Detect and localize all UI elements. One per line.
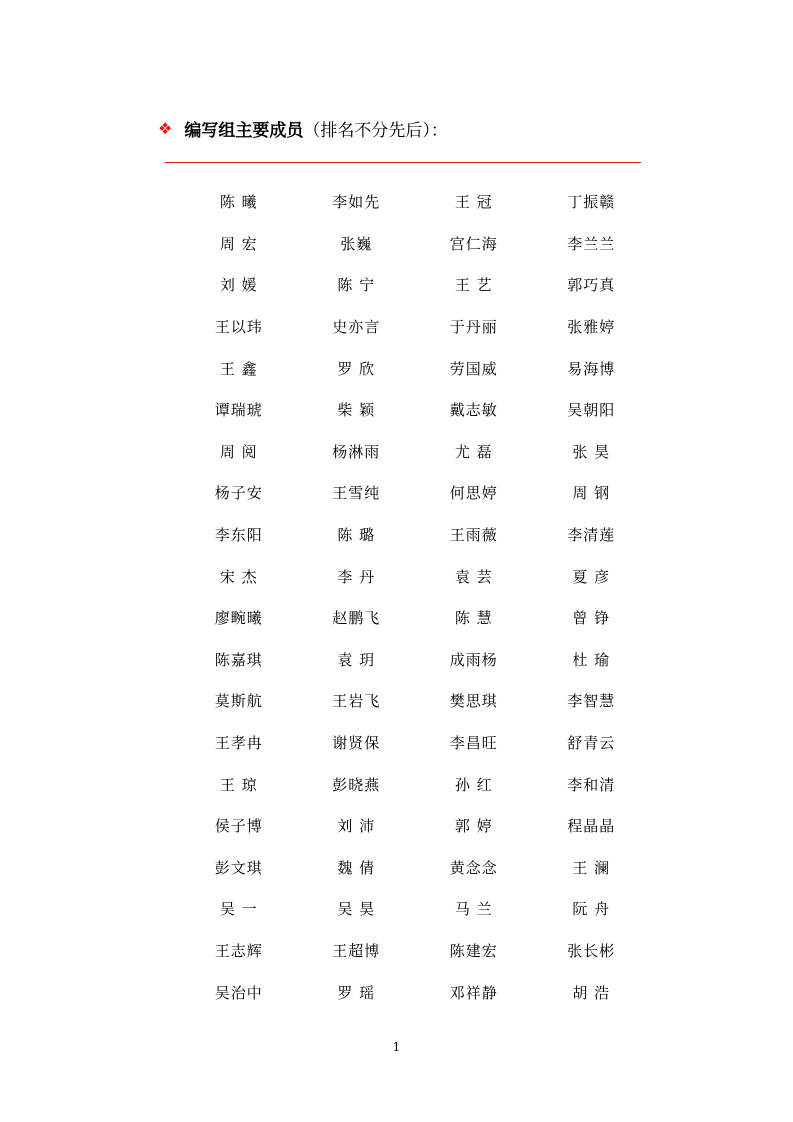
member-name: 彭文琪 [214,858,263,877]
member-name: 杜 瑜 [572,650,611,669]
member-row [180,722,650,764]
member-name: 张巍 [340,234,373,253]
member-name: 李如先 [332,193,381,212]
member-name: 马 兰 [454,900,493,919]
member-name: 王以玮 [214,318,263,337]
member-name: 袁 芸 [454,567,493,586]
member-name: 曾 铮 [572,609,611,628]
member-name: 廖畹曦 [214,609,263,628]
member-name: 张雅婷 [567,318,616,337]
member-name: 阮 舟 [572,900,611,919]
member-row [180,847,650,889]
member-name: 吴 昊 [337,900,376,919]
member-name: 刘 沛 [337,817,376,836]
member-name: 李东阳 [214,526,263,545]
member-name: 郭 婷 [454,817,493,836]
member-name: 张 昊 [572,442,611,461]
member-row [180,264,650,306]
member-name: 陈嘉琪 [214,650,263,669]
member-name: 杨子安 [214,484,263,503]
member-name: 陈建宏 [449,941,498,960]
member-name: 吴 一 [219,900,258,919]
member-row [180,763,650,805]
member-name: 王 澜 [572,858,611,877]
member-row [180,472,650,514]
member-name: 王 艺 [454,276,493,295]
member-name: 李兰兰 [567,234,616,253]
member-name: 李昌旺 [449,734,498,753]
member-name: 王志辉 [214,941,263,960]
member-name: 夏 彦 [572,567,611,586]
member-name: 谢贤保 [332,734,381,753]
member-name: 周 钢 [572,484,611,503]
member-name: 邓祥静 [449,983,498,1002]
member-row [180,514,650,556]
member-row [180,389,650,431]
member-name: 易海博 [567,359,616,378]
member-name: 刘 媛 [219,276,258,295]
member-row [180,181,650,223]
member-name: 丁振赣 [567,193,616,212]
member-row [180,930,650,972]
member-name: 戴志敏 [449,401,498,420]
member-name: 王岩飞 [332,692,381,711]
member-name: 王雪纯 [332,484,381,503]
member-row [180,347,650,389]
member-row [180,680,650,722]
member-name: 吴治中 [214,983,263,1002]
red-divider [165,162,641,163]
member-name: 尤 磊 [454,442,493,461]
member-name: 舒青云 [567,734,616,753]
member-name: 李和清 [567,775,616,794]
heading-title: 编写组主要成员 [184,120,304,141]
heading-note: （排名不分先后）： [303,120,448,141]
member-name: 侯子博 [214,817,263,836]
member-row [180,805,650,847]
member-name: 杨淋雨 [332,442,381,461]
member-name: 陈 璐 [337,526,376,545]
member-row [180,555,650,597]
member-name: 宫仁海 [449,234,498,253]
member-name: 彭晓燕 [332,775,381,794]
member-name: 王雨薇 [449,526,498,545]
page-number: 1 [392,1040,401,1054]
member-name: 史亦言 [332,318,381,337]
member-name: 孙 红 [454,775,493,794]
member-name: 郭巧真 [567,276,616,295]
member-name: 周 宏 [219,234,258,253]
member-name: 黄念念 [449,858,498,877]
member-name: 何思婷 [449,484,498,503]
member-name: 陈 曦 [219,193,258,212]
member-name: 王 琼 [219,775,258,794]
member-name: 柴 颖 [337,401,376,420]
member-name: 周 阅 [219,442,258,461]
member-name: 陈 宁 [337,276,376,295]
member-name: 李智慧 [567,692,616,711]
member-name: 宋 杰 [219,567,258,586]
member-row [180,223,650,265]
member-name: 王超博 [332,941,381,960]
member-name: 陈 慧 [454,609,493,628]
member-row [180,639,650,681]
section-heading [158,114,448,142]
member-name: 王 鑫 [219,359,258,378]
member-row [180,306,650,348]
member-name: 罗 瑶 [337,983,376,1002]
member-name: 张长彬 [567,941,616,960]
member-name: 程晶晶 [567,817,616,836]
member-name: 谭瑞琥 [214,401,263,420]
member-name: 樊思琪 [449,692,498,711]
member-name: 于丹丽 [449,318,498,337]
member-row [180,431,650,473]
member-name: 罗 欣 [337,359,376,378]
member-row [180,888,650,930]
member-name: 吴朝阳 [567,401,616,420]
diamond-bullet-icon: ❖ [158,118,173,138]
member-name: 王孝冉 [214,734,263,753]
member-row [180,597,650,639]
member-name: 劳国威 [449,359,498,378]
member-name: 赵鹏飞 [332,609,381,628]
member-name: 成雨杨 [449,650,498,669]
member-name: 魏 倩 [337,858,376,877]
member-name: 李清莲 [567,526,616,545]
member-row [180,971,650,1013]
member-name: 胡 浩 [572,983,611,1002]
member-name: 袁 玥 [337,650,376,669]
member-name: 莫斯航 [214,692,263,711]
member-name-table [180,181,650,1013]
member-name: 王 冠 [454,193,493,212]
member-name: 李 丹 [337,567,376,586]
